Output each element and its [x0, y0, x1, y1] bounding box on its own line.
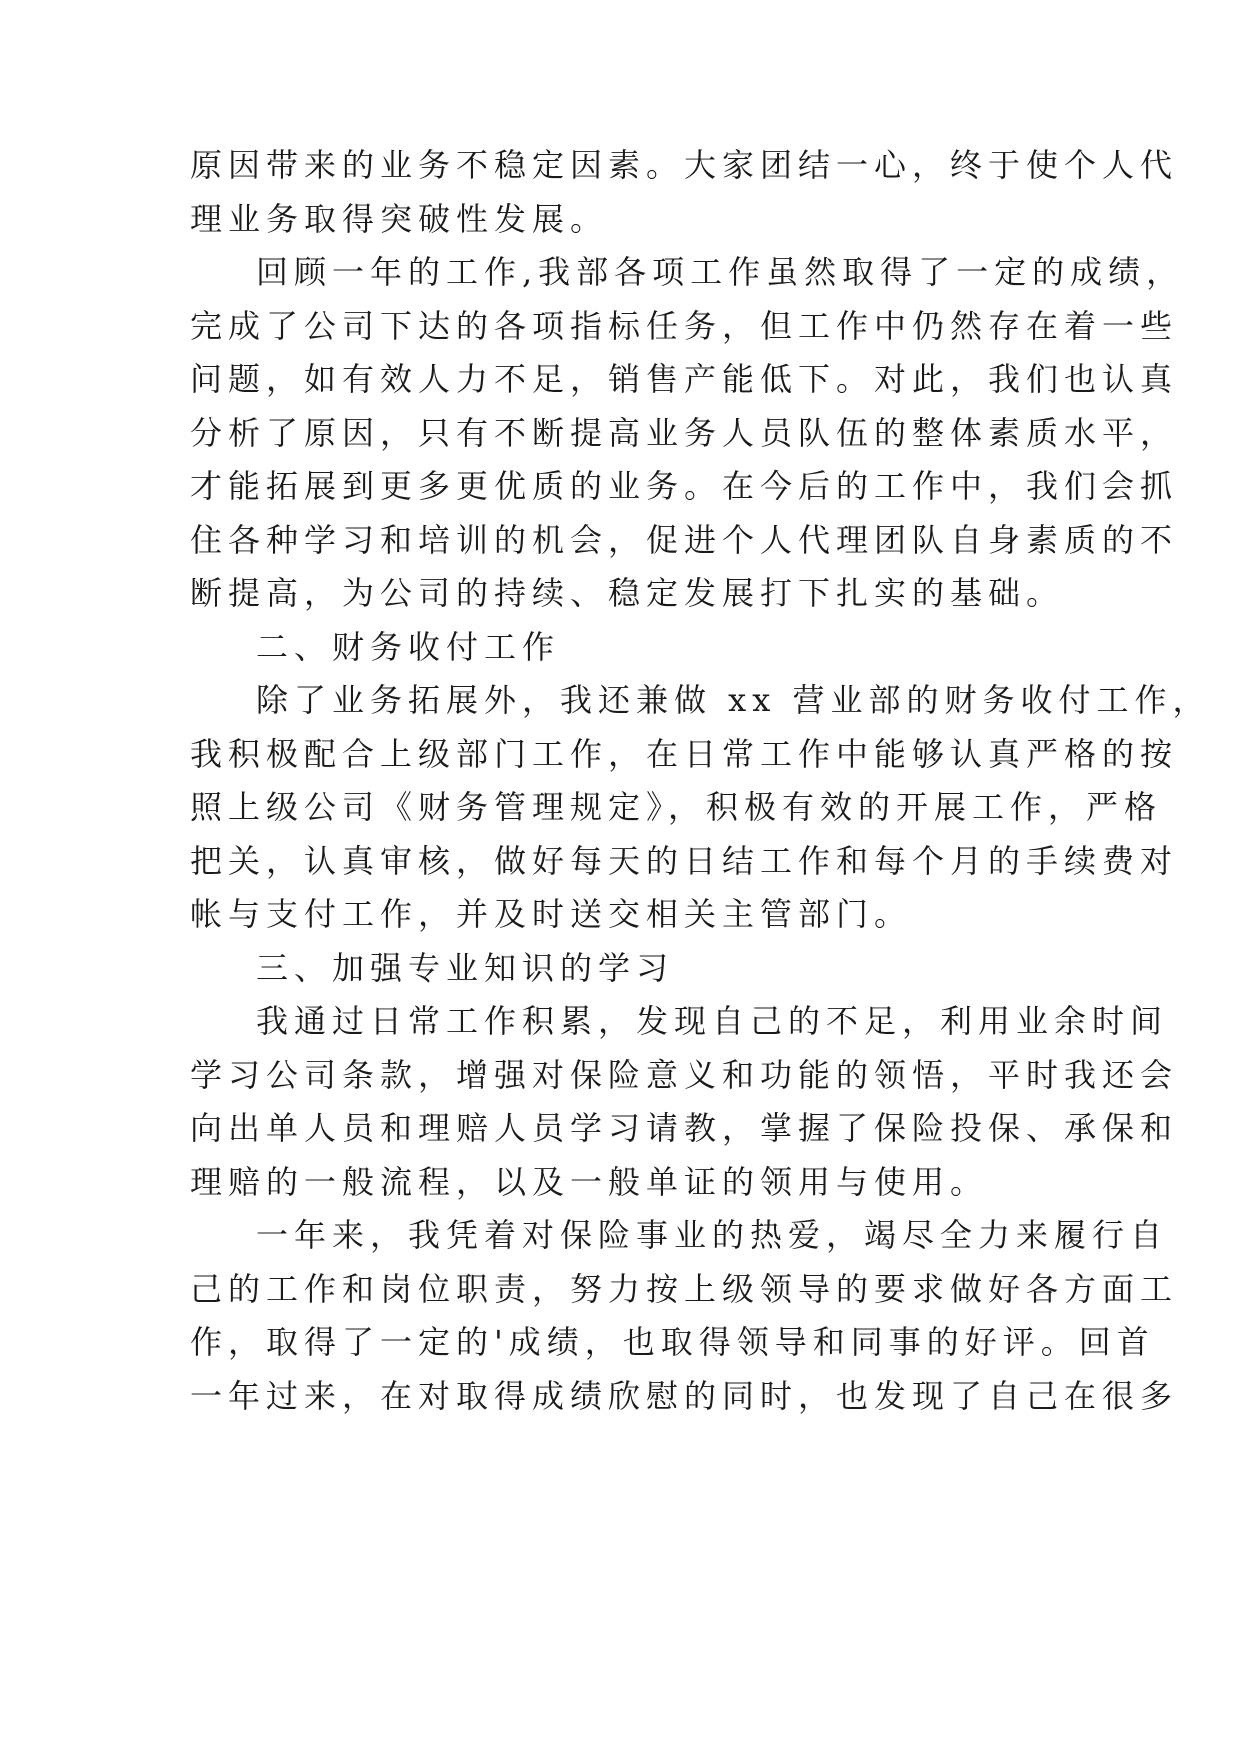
text-line: 向出单人员和理赔人员学习请教，掌握了保险投保、承保和 [190, 1109, 1179, 1147]
section-heading: 二、财务收付工作 [256, 628, 561, 666]
text-line: 己的工作和岗位职责，努力按上级领导的要求做好各方面工 [190, 1270, 1179, 1308]
section-heading: 三、加强专业知识的学习 [256, 949, 675, 987]
text-line: 一年过来，在对取得成绩欣慰的同时，也发现了自己在很多 [190, 1377, 1179, 1415]
text-line: 理业务取得突破性发展。 [190, 200, 609, 238]
text-line: 才能拓展到更多更优质的业务。在今后的工作中，我们会抓 [190, 467, 1179, 505]
paragraph-first-line: 回顾一年的工作,我部各项工作虽然取得了一定的成绩， [256, 253, 1185, 291]
text-line: 把关，认真审核，做好每天的日结工作和每个月的手续费对 [190, 842, 1179, 880]
text-line: 帐与支付工作，并及时送交相关主管部门。 [190, 895, 913, 933]
text-line: 住各种学习和培训的机会，促进个人代理团队自身素质的不 [190, 521, 1179, 559]
text-line: 作，取得了一定的'成绩，也取得领导和同事的好评。回首 [190, 1323, 1155, 1361]
text-line: 照上级公司《财务管理规定》，积极有效的开展工作，严格 [190, 788, 1163, 826]
text-line: 断提高，为公司的持续、稳定发展打下扎实的基础。 [190, 574, 1065, 612]
text-line: 原因带来的业务不稳定因素。大家团结一心，终于使个人代 [190, 146, 1179, 184]
text-line: 学习公司条款，增强对保险意义和功能的领悟，平时我还会 [190, 1056, 1179, 1094]
paragraph-first-line: 一年来，我凭着对保险事业的热爱，竭尽全力来履行自 [256, 1216, 1169, 1254]
paragraph-first-line: 我通过日常工作积累，发现自己的不足，利用业余时间 [256, 1002, 1169, 1040]
text-line: 完成了公司下达的各项指标任务，但工作中仍然存在着一些 [190, 307, 1179, 345]
text-line: 理赔的一般流程，以及一般单证的领用与使用。 [190, 1163, 989, 1201]
text-line: 分析了原因，只有不断提高业务人员队伍的整体素质水平， [190, 414, 1179, 452]
paragraph-first-line: 除了业务拓展外，我还兼做 xx 营业部的财务收付工作， [256, 681, 1211, 719]
text-line: 我积极配合上级部门工作，在日常工作中能够认真严格的按 [190, 735, 1179, 773]
text-line: 问题，如有效人力不足，销售产能低下。对此，我们也认真 [190, 360, 1179, 398]
